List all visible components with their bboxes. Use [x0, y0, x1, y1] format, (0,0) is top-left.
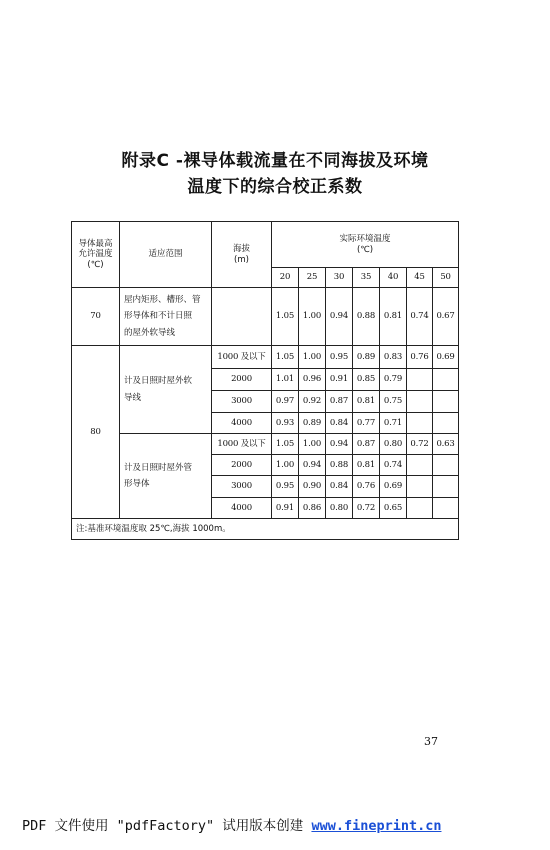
factor-cell: 0.92: [299, 391, 326, 413]
header-temp-cell: 40: [380, 268, 407, 288]
page-number: 37: [424, 735, 438, 748]
factor-cell: 0.63: [433, 434, 459, 455]
factor-cell: 0.67: [433, 288, 459, 346]
factor-cell: 0.74: [407, 288, 433, 346]
factor-cell: 0.94: [326, 434, 353, 455]
altitude-cell: 2000: [212, 455, 272, 476]
factor-cell: 0.87: [326, 391, 353, 413]
factor-cell: 0.81: [353, 391, 380, 413]
header-temp-cell: 20: [272, 268, 299, 288]
altitude-cell: 4000: [212, 413, 272, 434]
factor-cell: [433, 476, 459, 498]
factor-cell: 0.84: [326, 413, 353, 434]
header-scope: 适应范围: [120, 222, 212, 288]
factor-cell: 0.94: [299, 455, 326, 476]
header-max-temp: 导体最高 允许温度 (℃): [72, 222, 120, 288]
factor-cell: 0.80: [326, 498, 353, 519]
factor-cell: 1.05: [272, 346, 299, 369]
factor-cell: 1.00: [299, 346, 326, 369]
factor-cell: [407, 369, 433, 391]
header-temp-cell: 25: [299, 268, 326, 288]
factor-cell: [433, 498, 459, 519]
factor-cell: [433, 455, 459, 476]
factor-cell: 0.72: [353, 498, 380, 519]
appendix-title-line-1: 附录C -裸导体载流量在不同海拔及环境: [121, 151, 429, 171]
max-temp-cell: 70: [72, 288, 120, 346]
factor-cell: 0.95: [326, 346, 353, 369]
factor-cell: 0.76: [353, 476, 380, 498]
factor-cell: 0.80: [380, 434, 407, 455]
correction-factor-table: [71, 221, 459, 540]
appendix-title-line-2: 温度下的综合校正系数: [187, 177, 363, 197]
scope-cell: 计及日照时屋外软 导线: [120, 346, 212, 434]
factor-cell: 0.89: [353, 346, 380, 369]
factor-cell: 1.01: [272, 369, 299, 391]
factor-cell: 0.94: [326, 288, 353, 346]
header-altitude: 海拔 (m): [212, 222, 272, 288]
factor-cell: 0.76: [407, 346, 433, 369]
pdf-footer: [22, 814, 532, 834]
factor-cell: 0.84: [326, 476, 353, 498]
factor-cell: 1.00: [299, 288, 326, 346]
factor-cell: 0.74: [380, 455, 407, 476]
table-row: [72, 434, 459, 455]
factor-cell: [407, 498, 433, 519]
factor-cell: 0.90: [299, 476, 326, 498]
factor-cell: 1.05: [272, 434, 299, 455]
header-temp-cell: 45: [407, 268, 433, 288]
factor-cell: 0.81: [380, 288, 407, 346]
factor-cell: 0.72: [407, 434, 433, 455]
factor-cell: 1.00: [299, 434, 326, 455]
scope-cell: 计及日照时屋外管 形导体: [120, 434, 212, 519]
scope-cell: 屋内矩形、槽形、管 形导体和不计日照 的屋外软导线: [120, 288, 212, 346]
altitude-cell: 1000 及以下: [212, 346, 272, 369]
header-ambient-temp: 实际环境温度 (℃): [272, 222, 459, 268]
factor-cell: 0.87: [353, 434, 380, 455]
factor-cell: 0.89: [299, 413, 326, 434]
factor-cell: [433, 391, 459, 413]
factor-cell: 0.79: [380, 369, 407, 391]
factor-cell: [407, 476, 433, 498]
header-temp-cell: 30: [326, 268, 353, 288]
factor-cell: 0.75: [380, 391, 407, 413]
factor-cell: 0.71: [380, 413, 407, 434]
altitude-cell: 4000: [212, 498, 272, 519]
factor-cell: 1.00: [272, 455, 299, 476]
altitude-cell: [212, 288, 272, 346]
factor-cell: 0.77: [353, 413, 380, 434]
factor-cell: 0.86: [299, 498, 326, 519]
altitude-cell: 2000: [212, 369, 272, 391]
factor-cell: [433, 413, 459, 434]
altitude-cell: 3000: [212, 476, 272, 498]
factor-cell: 0.91: [272, 498, 299, 519]
factor-cell: 1.05: [272, 288, 299, 346]
factor-cell: 0.88: [326, 455, 353, 476]
footer-text: PDF 文件使用 "pdfFactory" 试用版本创建: [22, 818, 312, 834]
factor-cell: 0.91: [326, 369, 353, 391]
factor-cell: 0.88: [353, 288, 380, 346]
factor-cell: 0.95: [272, 476, 299, 498]
factor-cell: 0.97: [272, 391, 299, 413]
header-temp-cell: 50: [433, 268, 459, 288]
factor-cell: [407, 413, 433, 434]
factor-cell: 0.69: [433, 346, 459, 369]
factor-cell: [407, 455, 433, 476]
footer-link[interactable]: www.fineprint.cn: [311, 818, 442, 834]
table-row: [72, 288, 459, 346]
factor-cell: 0.85: [353, 369, 380, 391]
factor-cell: 0.69: [380, 476, 407, 498]
altitude-cell: 3000: [212, 391, 272, 413]
table-note: 注:基准环境温度取 25℃,海拔 1000m。: [72, 519, 459, 540]
factor-cell: 0.83: [380, 346, 407, 369]
altitude-cell: 1000 及以下: [212, 434, 272, 455]
table-row: [72, 346, 459, 369]
factor-cell: [433, 369, 459, 391]
factor-cell: 0.81: [353, 455, 380, 476]
factor-cell: [407, 391, 433, 413]
factor-cell: 0.65: [380, 498, 407, 519]
max-temp-cell: 80: [72, 346, 120, 519]
factor-cell: 0.93: [272, 413, 299, 434]
header-temp-cell: 35: [353, 268, 380, 288]
factor-cell: 0.96: [299, 369, 326, 391]
